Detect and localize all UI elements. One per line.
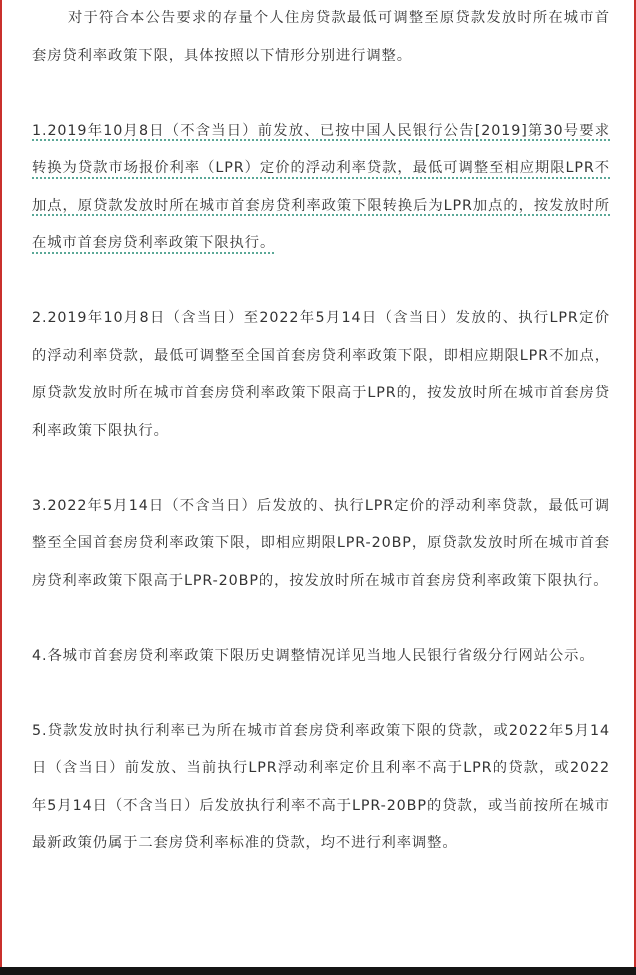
bottom-bar	[0, 967, 636, 975]
item-paragraph-3: 3.2022年5月14日（不含当日）后发放的、执行LPR定价的浮动利率贷款，最低可调整至全国首套房贷利率政策下限，即相应期限LPR-20BP，原贷款发放时所在城市首套房贷利率政策下限高于LPR-20BP的，按发放时所在城市首套房贷利率政策下限执行。	[32, 497, 610, 589]
article-body	[32, 0, 610, 863]
intro-paragraph: 对于符合本公告要求的存量个人住房贷款最低可调整至原贷款发放时所在城市首套房贷利率政策下限，具体按照以下情形分别进行调整。	[32, 10, 610, 64]
item-paragraph-4: 4.各城市首套房贷利率政策下限历史调整情况详见当地人民银行省级分行网站公示。	[32, 647, 595, 664]
item-paragraph-1: 1.2019年10月8日（不含当日）前发放、已按中国人民银行公告[2019]第30号要求转换为贷款市场报价利率（LPR）定价的浮动利率贷款，最低可调整至相应期限LPR不加点，原贷款发放时所在城市首套房贷利率政策下限转换后为LPR加点的，按发放时所在城市首套房贷利率政策下限执行。	[32, 122, 610, 251]
item-paragraph-2: 2.2019年10月8日（含当日）至2022年5月14日（含当日）发放的、执行LPR定价的浮动利率贷款，最低可调整至全国首套房贷利率政策下限，即相应期限LPR不加点，原贷款发放时所在城市首套房贷利率政策下限高于LPR的，按发放时所在城市首套房贷利率政策下限执行。	[32, 310, 610, 439]
item-paragraph-5: 5.贷款发放时执行利率已为所在城市首套房贷利率政策下限的贷款，或2022年5月14日（含当日）前发放、当前执行LPR浮动利率定价且利率不高于LPR的贷款，或2022年5月14日（不含当日）后发放执行利率不高于LPR-20BP的贷款，或当前按所在城市最新政策仍属于二套房贷利率标准的贷款，均不进行利率调整。	[32, 722, 610, 851]
